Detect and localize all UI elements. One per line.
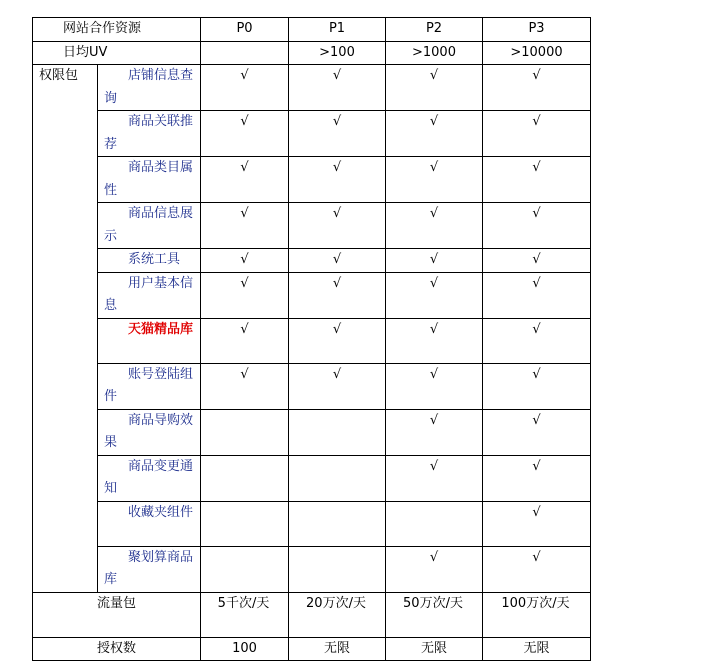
check-mark: √ xyxy=(429,252,439,267)
permission-row xyxy=(33,318,591,363)
check-mark: √ xyxy=(532,504,541,520)
check-cell-p2 xyxy=(386,272,483,318)
check-cell-p2 xyxy=(386,111,483,157)
permission-name: 系统工具 xyxy=(128,252,181,267)
check-cell-p1 xyxy=(289,111,386,157)
check-cell-p0 xyxy=(201,501,289,546)
check-cell-p3 xyxy=(483,455,591,501)
permission-name-cell xyxy=(98,272,201,318)
check-mark: √ xyxy=(240,68,249,83)
permission-name-cell xyxy=(98,203,201,249)
uv-value-p3: >10000 xyxy=(483,41,591,65)
check-mark: √ xyxy=(532,321,541,337)
check-cell-p3 xyxy=(483,249,591,273)
check-mark: √ xyxy=(332,68,342,83)
auth-value: 无限 xyxy=(523,640,550,656)
permission-name-cell xyxy=(98,318,201,363)
permission-name: 商品信息展示 xyxy=(104,206,194,244)
check-mark: √ xyxy=(532,412,541,428)
permission-row xyxy=(33,455,591,501)
check-mark: √ xyxy=(240,321,249,337)
permission-name: 账号登陆组件 xyxy=(104,366,194,404)
traffic-value-p3 xyxy=(483,592,591,637)
check-cell-p1 xyxy=(289,409,386,455)
group-label-cell xyxy=(33,65,98,593)
auth-value-p1 xyxy=(289,637,386,661)
permission-row xyxy=(33,363,591,409)
check-cell-p2 xyxy=(386,363,483,409)
check-cell-p0 xyxy=(201,249,289,273)
permission-row xyxy=(33,501,591,546)
check-cell-p2 xyxy=(386,249,483,273)
check-mark: √ xyxy=(532,68,541,83)
check-cell-p0 xyxy=(201,455,289,501)
permission-name: 商品关联推荐 xyxy=(104,114,194,152)
permission-name-cell xyxy=(98,363,201,409)
uv-label-cell: 日均UV xyxy=(33,41,201,65)
check-cell-p1 xyxy=(289,272,386,318)
permission-name-cell xyxy=(98,65,201,111)
permission-name-cell xyxy=(98,111,201,157)
permission-name: 店铺信息查询 xyxy=(104,68,194,106)
auth-label: 授权数 xyxy=(96,640,136,656)
check-mark: √ xyxy=(240,114,249,129)
check-cell-p1 xyxy=(289,65,386,111)
level-header-p0: P0 xyxy=(201,18,289,42)
permission-name-cell xyxy=(98,249,201,273)
traffic-value-p1 xyxy=(289,592,386,637)
check-mark: √ xyxy=(240,252,249,267)
check-mark: √ xyxy=(332,321,342,337)
check-mark: √ xyxy=(429,68,439,83)
check-cell-p3 xyxy=(483,203,591,249)
header-row xyxy=(33,18,591,42)
check-mark: √ xyxy=(429,412,439,428)
check-cell-p1 xyxy=(289,318,386,363)
check-mark: √ xyxy=(532,275,541,291)
check-mark: √ xyxy=(332,206,342,221)
check-cell-p3 xyxy=(483,65,591,111)
check-mark: √ xyxy=(332,114,342,129)
check-cell-p1 xyxy=(289,363,386,409)
permission-name-cell xyxy=(98,455,201,501)
check-cell-p0 xyxy=(201,318,289,363)
permission-name: 商品变更通知 xyxy=(104,458,194,496)
check-cell-p2 xyxy=(386,409,483,455)
corner-header-cell: 网站合作资源 xyxy=(33,18,201,42)
check-mark: √ xyxy=(429,549,439,565)
permission-name-cell xyxy=(98,501,201,546)
permission-name: 商品导购效果 xyxy=(104,412,194,450)
check-cell-p2 xyxy=(386,455,483,501)
permission-name: 天猫精品库 xyxy=(128,321,194,337)
permission-row xyxy=(33,203,591,249)
check-mark: √ xyxy=(532,549,541,565)
auth-label-cell xyxy=(33,637,201,661)
check-mark: √ xyxy=(429,114,439,129)
traffic-value: 5千次/天 xyxy=(217,595,270,611)
check-cell-p3 xyxy=(483,546,591,592)
check-cell-p0 xyxy=(201,111,289,157)
auth-value: 无限 xyxy=(420,640,447,656)
check-cell-p2 xyxy=(386,501,483,546)
permission-row xyxy=(33,157,591,203)
check-mark: √ xyxy=(532,252,541,267)
traffic-label: 流量包 xyxy=(96,595,136,611)
level-header-p2: P2 xyxy=(386,18,483,42)
check-mark: √ xyxy=(532,366,541,382)
check-cell-p2 xyxy=(386,203,483,249)
check-mark: √ xyxy=(429,160,439,175)
permission-name-cell xyxy=(98,157,201,203)
permission-row xyxy=(33,546,591,592)
permission-row xyxy=(33,65,591,111)
auth-value-p2 xyxy=(386,637,483,661)
uv-row xyxy=(33,41,591,65)
traffic-row xyxy=(33,592,591,637)
traffic-label-cell xyxy=(33,592,201,637)
check-cell-p1 xyxy=(289,249,386,273)
check-cell-p1 xyxy=(289,546,386,592)
permission-name-cell xyxy=(98,546,201,592)
check-cell-p1 xyxy=(289,455,386,501)
check-cell-p3 xyxy=(483,272,591,318)
check-mark: √ xyxy=(429,275,439,291)
uv-value-p2: >1000 xyxy=(386,41,483,65)
resource-table xyxy=(32,17,591,661)
check-mark: √ xyxy=(532,458,541,474)
check-mark: √ xyxy=(332,160,342,175)
permission-name: 用户基本信息 xyxy=(104,275,194,313)
auth-value: 100 xyxy=(232,640,257,656)
traffic-value-p2 xyxy=(386,592,483,637)
check-cell-p3 xyxy=(483,363,591,409)
check-mark: √ xyxy=(532,160,541,175)
traffic-value-p0 xyxy=(201,592,289,637)
check-cell-p3 xyxy=(483,409,591,455)
check-cell-p0 xyxy=(201,157,289,203)
auth-value-p0 xyxy=(201,637,289,661)
check-cell-p1 xyxy=(289,501,386,546)
permission-row xyxy=(33,272,591,318)
check-mark: √ xyxy=(429,458,439,474)
permission-row xyxy=(33,249,591,273)
permission-row xyxy=(33,409,591,455)
permission-name: 聚划算商品库 xyxy=(104,549,194,587)
permission-name: 商品类目属性 xyxy=(104,160,194,198)
check-mark: √ xyxy=(240,160,249,175)
check-cell-p0 xyxy=(201,546,289,592)
permission-name: 收藏夹组件 xyxy=(128,504,194,520)
check-mark: √ xyxy=(532,114,541,129)
check-mark: √ xyxy=(240,366,249,382)
check-mark: √ xyxy=(332,252,342,267)
check-cell-p2 xyxy=(386,65,483,111)
permission-row xyxy=(33,111,591,157)
check-cell-p2 xyxy=(386,546,483,592)
traffic-value: 20万次/天 xyxy=(306,595,366,611)
check-mark: √ xyxy=(332,275,342,291)
check-cell-p2 xyxy=(386,157,483,203)
check-mark: √ xyxy=(332,366,342,382)
check-cell-p3 xyxy=(483,111,591,157)
check-mark: √ xyxy=(429,366,439,382)
check-cell-p3 xyxy=(483,501,591,546)
check-cell-p2 xyxy=(386,318,483,363)
permission-name-cell xyxy=(98,409,201,455)
check-cell-p0 xyxy=(201,65,289,111)
check-cell-p3 xyxy=(483,318,591,363)
uv-value-p0 xyxy=(201,41,289,65)
level-header-p1: P1 xyxy=(289,18,386,42)
uv-value-p1: >100 xyxy=(289,41,386,65)
auth-row xyxy=(33,637,591,661)
check-cell-p1 xyxy=(289,157,386,203)
check-cell-p3 xyxy=(483,157,591,203)
traffic-value: 50万次/天 xyxy=(403,595,463,611)
check-mark: √ xyxy=(240,275,249,291)
check-mark: √ xyxy=(240,206,249,221)
traffic-value: 100万次/天 xyxy=(501,595,570,611)
check-mark: √ xyxy=(429,321,439,337)
check-mark: √ xyxy=(429,206,439,221)
group-label: 权限包 xyxy=(39,68,79,83)
level-header-p3: P3 xyxy=(483,18,591,42)
check-cell-p0 xyxy=(201,409,289,455)
auth-value: 无限 xyxy=(323,640,350,656)
auth-value-p3 xyxy=(483,637,591,661)
check-cell-p0 xyxy=(201,203,289,249)
check-cell-p0 xyxy=(201,363,289,409)
check-cell-p0 xyxy=(201,272,289,318)
check-cell-p1 xyxy=(289,203,386,249)
check-mark: √ xyxy=(532,206,541,221)
